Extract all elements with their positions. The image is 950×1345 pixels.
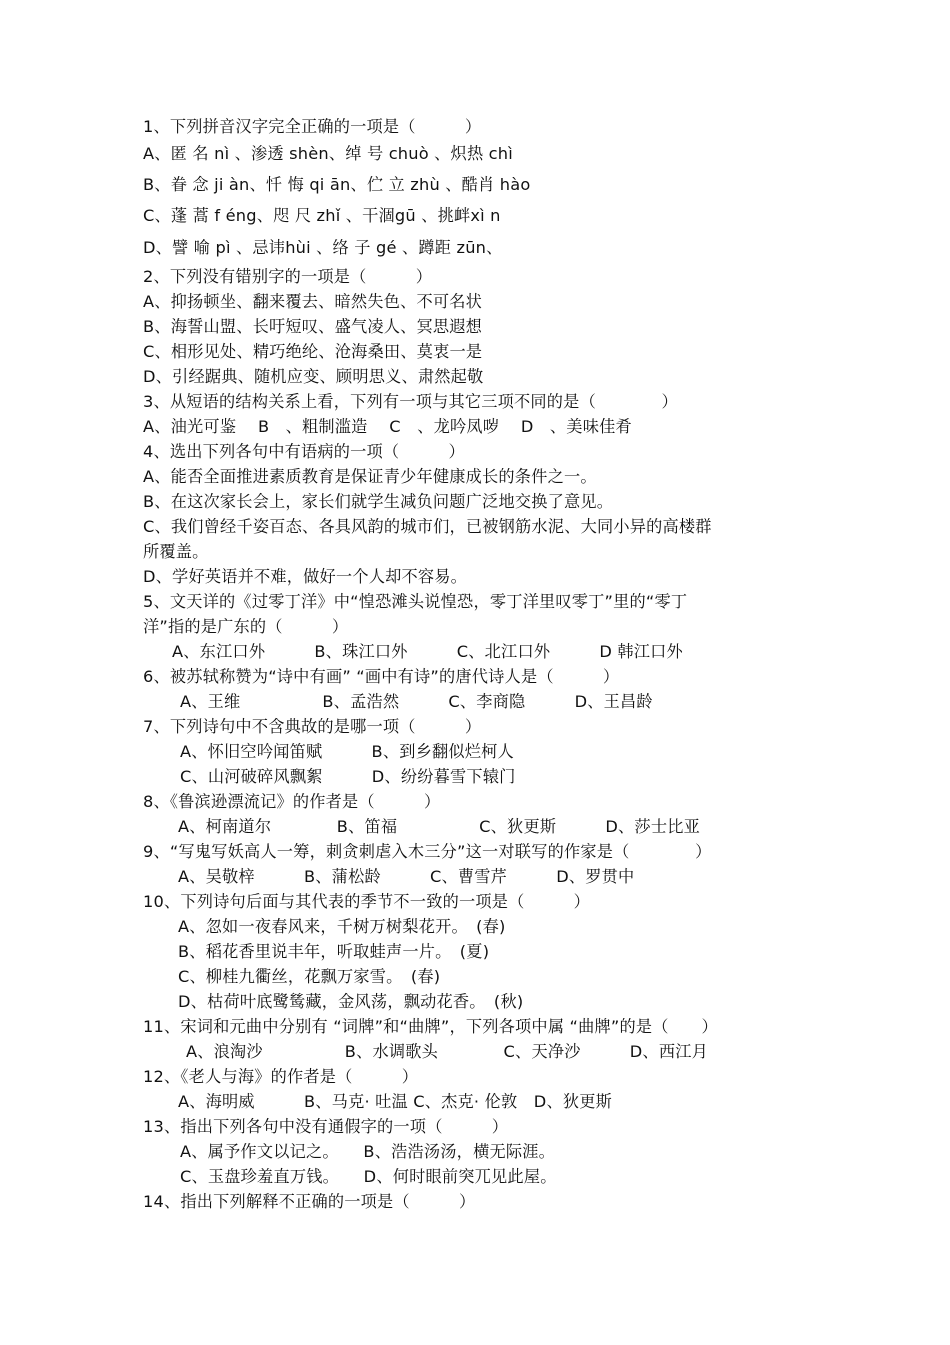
question-7-stem: 7、下列诗句中不含典故的是哪一项（ ） — [143, 717, 482, 736]
question-1-option-b: B、眷 念 ji àn、忏 悔 qi ān、伫 立 zhù 、酷肖 hào — [143, 175, 531, 194]
question-5-options: A、东江口外 B、珠江口外 C、北江口外 D 韩江口外 — [172, 642, 683, 661]
question-10-option-c: C、柳桂九衢丝，花飘万家雪。 (春) — [178, 967, 441, 986]
question-1-option-c: C、蓬 蒿 f éng、咫 尺 zhǐ 、干涸gū 、挑衅xì n — [143, 206, 501, 225]
question-2-stem: 2、下列没有错别字的一项是（ ） — [143, 267, 433, 286]
question-7-options-ab: A、怀旧空吟闻笛赋 B、到乡翻似烂柯人 — [180, 742, 514, 761]
question-2-option-b: B、海誓山盟、长吁短叹、盛气凌人、冥思遐想 — [143, 317, 483, 336]
question-9-stem: 9、“写鬼写妖高人一筹，刺贪刺虐入木三分”这一对联写的作家是（ ） — [143, 842, 712, 861]
question-11-stem: 11、宋词和元曲中分别有 “词牌”和“曲牌”，下列各项中属 “曲牌”的是（ ） — [143, 1017, 718, 1036]
question-4-stem: 4、选出下列各句中有语病的一项（ ） — [143, 442, 465, 461]
question-6-options: A、王维 B、孟浩然 C、李商隐 D、王昌龄 — [180, 692, 653, 711]
question-4-option-c: C、我们曾经千姿百态、各具风韵的城市们，已被钢筋水泥、大同小异的高楼群 — [143, 517, 712, 536]
question-3-stem: 3、从短语的结构关系上看，下列有一项与其它三项不同的是（ ） — [143, 392, 678, 411]
question-11-options: A、浪淘沙 B、水调歌头 C、天净沙 D、西江月 — [186, 1042, 708, 1061]
question-10-option-b: B、稻花香里说丰年，听取蛙声一片。 (夏) — [178, 942, 490, 961]
question-8-stem: 8、《鲁滨逊漂流记》的作者是（ ） — [143, 792, 441, 811]
question-4-option-a: A、能否全面推进素质教育是保证青少年健康成长的条件之一。 — [143, 467, 597, 486]
question-5-stem-continued: 洋”指的是广东的（ ） — [143, 617, 349, 636]
question-4-option-c-continued: 所覆盖。 — [143, 542, 209, 561]
question-2-option-c: C、相形见处、精巧绝纶、沧海桑田、莫衷一是 — [143, 342, 483, 361]
question-1-option-d: D、譬 喻 pì 、忌讳hùi 、络 子 gé 、蹲距 zūn、 — [143, 238, 503, 257]
question-7-options-cd: C、山河破碎风飘絮 D、纷纷暮雪下辕门 — [180, 767, 516, 786]
question-1-option-a: A、匿 名 nì 、渗透 shèn、绰 号 chuò 、炽热 chì — [143, 144, 513, 163]
question-14-stem: 14、指出下列解释不正确的一项是（ ） — [143, 1192, 476, 1211]
question-12-stem: 12、《老人与海》的作者是（ ） — [143, 1067, 419, 1086]
question-10-option-a: A、忽如一夜春风来，千树万树梨花开。 (春) — [178, 917, 506, 936]
question-1-stem: 1、下列拼音汉字完全正确的一项是（ ） — [143, 117, 482, 136]
question-10-option-d: D、枯荷叶底鹭鸶藏，金风荡，飘动花香。 (秋) — [178, 992, 524, 1011]
question-8-options: A、柯南道尔 B、笛福 C、狄更斯 D、莎士比亚 — [178, 817, 700, 836]
question-5-stem: 5、文天详的《过零丁洋》中“惶恐滩头说惶恐，零丁洋里叹零丁”里的“零丁 — [143, 592, 688, 611]
question-12-options: A、海明威 B、马克· 吐温 C、杰克· 伦敦 D、狄更斯 — [178, 1092, 612, 1111]
question-3-options: A、油光可鉴 B 、粗制滥造 C 、龙吟凤哕 D 、美味佳肴 — [143, 417, 632, 436]
question-2-option-a: A、抑扬顿坐、翻来覆去、暗然失色、不可名状 — [143, 292, 483, 311]
question-9-options: A、吴敬梓 B、蒲松龄 C、曹雪芹 D、罗贯中 — [178, 867, 635, 886]
question-4-option-d: D、学好英语并不难，做好一个人却不容易。 — [143, 567, 468, 586]
question-13-stem: 13、指出下列各句中没有通假字的一项（ ） — [143, 1117, 509, 1136]
question-13-options-cd: C、玉盘珍羞直万钱。 D、何时眼前突兀见此屋。 — [180, 1167, 557, 1186]
question-10-stem: 10、下列诗句后面与其代表的季节不一致的一项是（ ） — [143, 892, 591, 911]
question-4-option-b: B、在这次家长会上，家长们就学生减负问题广泛地交换了意见。 — [143, 492, 614, 511]
question-6-stem: 6、被苏轼称赞为“诗中有画” “画中有诗”的唐代诗人是（ ） — [143, 667, 620, 686]
question-2-option-d: D、引经踞典、随机应变、顾明思义、肃然起敬 — [143, 367, 484, 386]
question-13-options-ab: A、属予作文以记之。 B、浩浩汤汤，横无际涯。 — [180, 1142, 556, 1161]
